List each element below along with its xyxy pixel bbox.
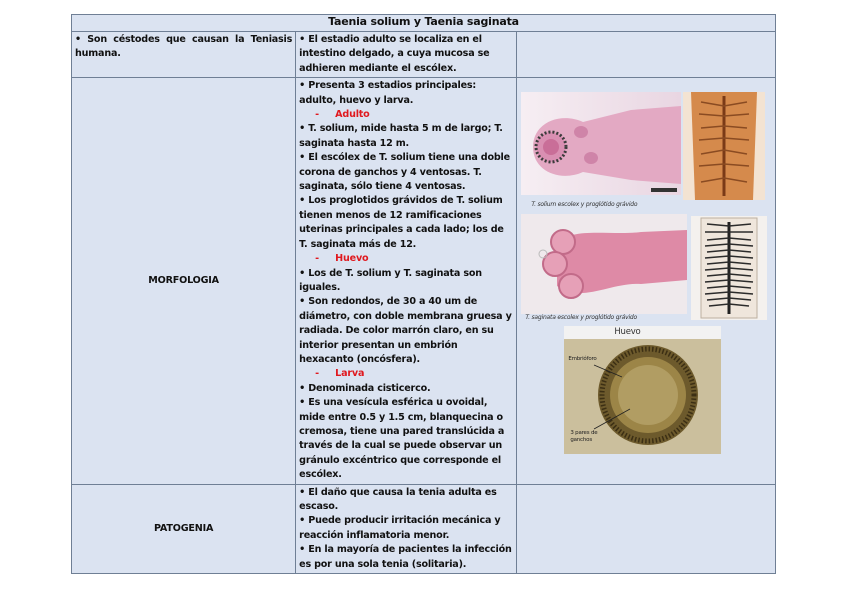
solium-proglottid-image	[683, 92, 765, 200]
morf-line-6: • Son redondos, de 30 a 40 um de diámetro, con doble membrana gruesa y radiada. De color marrón claro, en su interior presentan un embrión hexacanto (oncósfera).	[299, 296, 512, 365]
egg-label-ganchos: 3 pares de ganchos	[570, 430, 598, 444]
egg-image	[564, 326, 721, 454]
huevo-label: Huevo	[335, 253, 369, 265]
intro-cell-right: • El estadio adulto se localiza en el intestino delgado, a cuya mucosa se adhieren mediante el escólex.	[296, 32, 517, 78]
pat-line-1: • El daño que causa la tenia adulta es escaso.	[299, 486, 497, 512]
caption-solium: T. solium escolex y proglótido grávido	[531, 201, 638, 209]
intro-cell-empty	[517, 32, 776, 78]
egg-image-title: Huevo	[614, 327, 641, 338]
table-title: Taenia solium y Taenia saginata	[72, 15, 776, 32]
caption-saginata: T. saginata escolex y proglótido grávido	[525, 314, 637, 322]
egg-label-embrioforo: Embrióforo	[568, 356, 597, 363]
larva-heading: - Larva	[315, 368, 365, 380]
intro-cell-left: • Son céstodes que causan la Teniasis humana.	[72, 32, 296, 78]
patogenia-label: PATOGENIA	[72, 484, 296, 573]
pat-line-3: • En la mayoría de pacientes la infección es por una sola tenia (solitaria).	[299, 544, 512, 570]
saginata-scolex-image	[521, 214, 687, 314]
morf-line-7: • Denominada cisticerco.	[299, 382, 431, 394]
adulto-heading: - Adulto	[315, 109, 370, 121]
morf-line-1: • Presenta 3 estadios principales: adulto, huevo y larva.	[299, 80, 477, 106]
solium-scolex-image	[521, 92, 681, 195]
patogenia-text	[296, 484, 517, 573]
morf-line-3: • El escólex de T. solium tiene una doble corona de ganchos y 4 ventosas. T. saginata, sólo tiene 4 ventosas.	[299, 152, 510, 193]
morfologia-label: MORFOLOGIA	[72, 78, 296, 484]
morfologia-text	[296, 78, 517, 484]
morf-line-8: • Es una vesícula esférica u ovoidal, mide entre 0.5 y 1.5 cm, blanquecina o cremosa, tiene una pared translúcida a través de la cual se puede observar un gránulo excéntrico que corresponde el escólex.	[299, 397, 505, 481]
taenia-table	[71, 14, 776, 574]
adulto-label: Adulto	[335, 109, 370, 121]
saginata-proglottid-image	[691, 216, 767, 320]
morf-line-4: • Los proglotidos grávidos de T. solium tienen menos de 12 ramificaciones uterinas principales a cada lado; los de T. saginata más de 12.	[299, 195, 504, 250]
morf-line-5: • Los de T. solium y T. saginata son iguales.	[299, 267, 482, 293]
patogenia-empty	[517, 484, 776, 573]
morfologia-images	[517, 78, 776, 484]
larva-label: Larva	[335, 368, 365, 380]
pat-line-2: • Puede producir irritación mecánica y reacción inflamatoria menor.	[299, 515, 501, 541]
morf-line-2: • T. solium, mide hasta 5 m de largo; T. saginata hasta 12 m.	[299, 123, 503, 149]
huevo-heading: - Huevo	[315, 253, 369, 265]
